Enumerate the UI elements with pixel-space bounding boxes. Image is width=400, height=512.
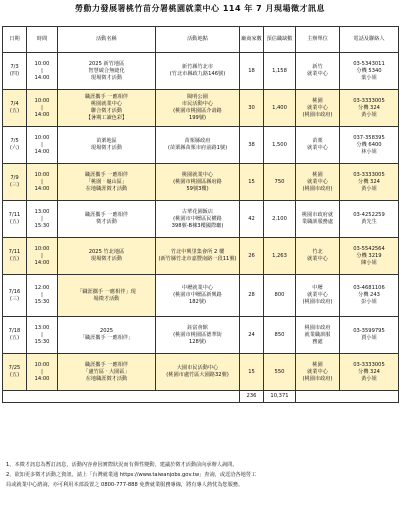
cell-contact: 03-4681106 分機 243 彭小姐 xyxy=(340,275,399,317)
schedule-table xyxy=(2,26,399,403)
cell-firms: 30 xyxy=(240,90,264,127)
table-row xyxy=(3,275,399,317)
header-contact: 電話及聯絡人 xyxy=(340,27,399,53)
cell-contact: 03-3599795 賈小姐 xyxy=(340,317,399,354)
cell-location: 陽明公園 市民活動中心 (桃園市桃園區介壽路 199號) xyxy=(156,90,240,127)
cell-name: 職涯攜手 一應相伴 桃園就業中心 聯合徵才活動 【暑期工讀色彩】 xyxy=(58,90,156,127)
cell-jobs: 1,158 xyxy=(264,53,296,90)
cell-firms: 28 xyxy=(240,275,264,317)
table-row xyxy=(3,127,399,164)
note-3: 局或就業中心諮詢，亦可利用本部設置之 0800-777-888 免費就業服務專線，將有專人熱忱為您服務。 xyxy=(6,482,244,488)
cell-name: 苗栗地區 現場徵才活動 xyxy=(58,127,156,164)
header-jobs: 預估職缺數 xyxy=(264,27,296,53)
cell-time: 10:00 | 14:00 xyxy=(27,90,58,127)
table-row xyxy=(3,90,399,127)
header-date: 日期 xyxy=(3,27,27,53)
cell-jobs: 850 xyxy=(264,317,296,354)
header-firms: 廠商家數 xyxy=(240,27,264,53)
cell-time: 13:00 | 15:30 xyxy=(27,317,58,354)
cell-name: 職涯攜手 一應相伴 徵才活動 xyxy=(58,201,156,238)
cell-host: 桃園 就業中心 (桃園市政府) xyxy=(296,164,340,201)
cell-jobs: 2,100 xyxy=(264,201,296,238)
cell-contact: 03-5542564 分機 3219 陳小姐 xyxy=(340,238,399,275)
cell-contact: 03-3333005 分機 324 黃小姐 xyxy=(340,164,399,201)
cell-name: 「職涯攜手 一應相伴」現 場徵才活動 xyxy=(58,275,156,317)
table-row xyxy=(3,164,399,201)
cell-firms: 15 xyxy=(240,354,264,391)
cell-time: 10:00 | 14:00 xyxy=(27,53,58,90)
cell-name: 2025 新竹地區 智慧碳合無縫化 現場徵才活動 xyxy=(58,53,156,90)
header-location: 活動地點 xyxy=(156,27,240,53)
cell-jobs: 800 xyxy=(264,275,296,317)
cell-contact: 03-4252259 黃先生 xyxy=(340,201,399,238)
cell-host: 桃園 就業中心 (桃園市政府) xyxy=(296,90,340,127)
cell-location: 古華花園飯店 (桃園市中壢區民權路 398號-B棟3樓國際廳) xyxy=(156,201,240,238)
cell-contact: 037-358395 分機 6400 林小姐 xyxy=(340,127,399,164)
cell-jobs: 1,500 xyxy=(264,127,296,164)
cell-time: 10:00 | 14:00 xyxy=(27,238,58,275)
cell-firms: 18 xyxy=(240,53,264,90)
cell-date: 7/16 (三) xyxy=(3,275,27,317)
cell-host: 桃園 就業中心 (桃園市政府) xyxy=(296,354,340,391)
cell-contact: 03-5343011 分機 5340 葉小姐 xyxy=(340,53,399,90)
cell-time: 10:00 | 14:00 xyxy=(27,127,58,164)
note-2: 2、欲知更多徵才活動之資訊，請上「台灣就業通 https://www.taiwanjobs.gov.tw」查詢，或逕洽各地勞工 xyxy=(6,472,257,478)
cell-date: 7/25 (五) xyxy=(3,354,27,391)
cell-time: 13:00 | 15:30 xyxy=(27,201,58,238)
header-row xyxy=(3,27,399,53)
note-1: 1、本徵才訊息為暫訂訊息，活動內容會因實際狀況而有彈性變動，建議於徵才活動前向承辦人詢問。 xyxy=(6,462,238,468)
cell-name: 2025 「職涯攜手 一應相伴」 xyxy=(58,317,156,354)
total-firms: 236 xyxy=(240,391,264,403)
cell-host: 桃園市政府 就業職訓服 務處 xyxy=(296,317,340,354)
cell-host: 新竹 就業中心 xyxy=(296,53,340,90)
cell-host: 桃園市政府就 業職訓服務處 xyxy=(296,201,340,238)
cell-location: 竹北中興里集會所 2 樓 (新竹縣竹北市嘉豐南路一段11號) xyxy=(156,238,240,275)
totals-empty-cell xyxy=(296,391,399,403)
cell-time: 10:00 | 14:00 xyxy=(27,354,58,391)
notes-section xyxy=(6,460,396,490)
cell-date: 7/4 (五) xyxy=(3,90,27,127)
table-row xyxy=(3,201,399,238)
cell-firms: 38 xyxy=(240,127,264,164)
cell-host: 中壢 就業中心 (桃園市政府) xyxy=(296,275,340,317)
cell-name: 2025 竹北地區 現場徵才活動 xyxy=(58,238,156,275)
cell-date: 7/11 (五) xyxy=(3,201,27,238)
table-row xyxy=(3,238,399,275)
header-name: 活動名稱 xyxy=(58,27,156,53)
table-row xyxy=(3,354,399,391)
cell-firms: 24 xyxy=(240,317,264,354)
cell-date: 7/5 (六) xyxy=(3,127,27,164)
cell-date: 7/9 (三) xyxy=(3,164,27,201)
cell-firms: 26 xyxy=(240,238,264,275)
header-host: 主辦單位 xyxy=(296,27,340,53)
cell-date: 7/18 (五) xyxy=(3,317,27,354)
cell-date: 7/11 (五) xyxy=(3,238,27,275)
cell-contact: 03-3333005 分機 324 黃小姐 xyxy=(340,354,399,391)
cell-jobs: 1,400 xyxy=(264,90,296,127)
cell-contact: 03-3333005 分機 324 黃小姐 xyxy=(340,90,399,127)
cell-jobs: 1,263 xyxy=(264,238,296,275)
page-title: 勞動力發展署桃竹苗分署桃園就業中心 114 年 7 月現場徵才訊息 xyxy=(75,4,325,13)
cell-location: 鈺富會館 (桃園市桃園區德華街 128號) xyxy=(156,317,240,354)
totals-label-cell xyxy=(3,391,240,403)
cell-name: 職涯攜手 一應相伴 「桃園 ‧ 龜山區」 在地職涯徵才活動 xyxy=(58,164,156,201)
cell-location: 中壢就業中心 (桃園市中壢區新興路 182號) xyxy=(156,275,240,317)
cell-location: 新竹縣竹北市 (竹北市縣政九路146號) xyxy=(156,53,240,90)
cell-time: 10:00 | 14:00 xyxy=(27,164,58,201)
cell-location: 大園市民活動中心 (桃園市盧竹區大園路32號) xyxy=(156,354,240,391)
cell-name: 職涯攜手 一應相伴 「盧竹區 ‧ 大園區」 在地職涯徵才活動 xyxy=(58,354,156,391)
totals-row xyxy=(3,391,399,403)
cell-host: 竹北 就業中心 xyxy=(296,238,340,275)
cell-jobs: 550 xyxy=(264,354,296,391)
cell-date: 7/3 (四) xyxy=(3,53,27,90)
cell-time: 12:00 | 15:30 xyxy=(27,275,58,317)
cell-firms: 15 xyxy=(240,164,264,201)
table-row xyxy=(3,317,399,354)
cell-location: 苗栗縣政府 (苗栗縣苗栗市府前路1號) xyxy=(156,127,240,164)
cell-location: 桃園就業中心 (桃園市桃園區縣府路 59號3樓) xyxy=(156,164,240,201)
table-row xyxy=(3,53,399,90)
cell-firms: 42 xyxy=(240,201,264,238)
header-time: 時間 xyxy=(27,27,58,53)
cell-host: 苗栗 就業中心 xyxy=(296,127,340,164)
cell-jobs: 750 xyxy=(264,164,296,201)
total-jobs: 10,371 xyxy=(264,391,296,403)
